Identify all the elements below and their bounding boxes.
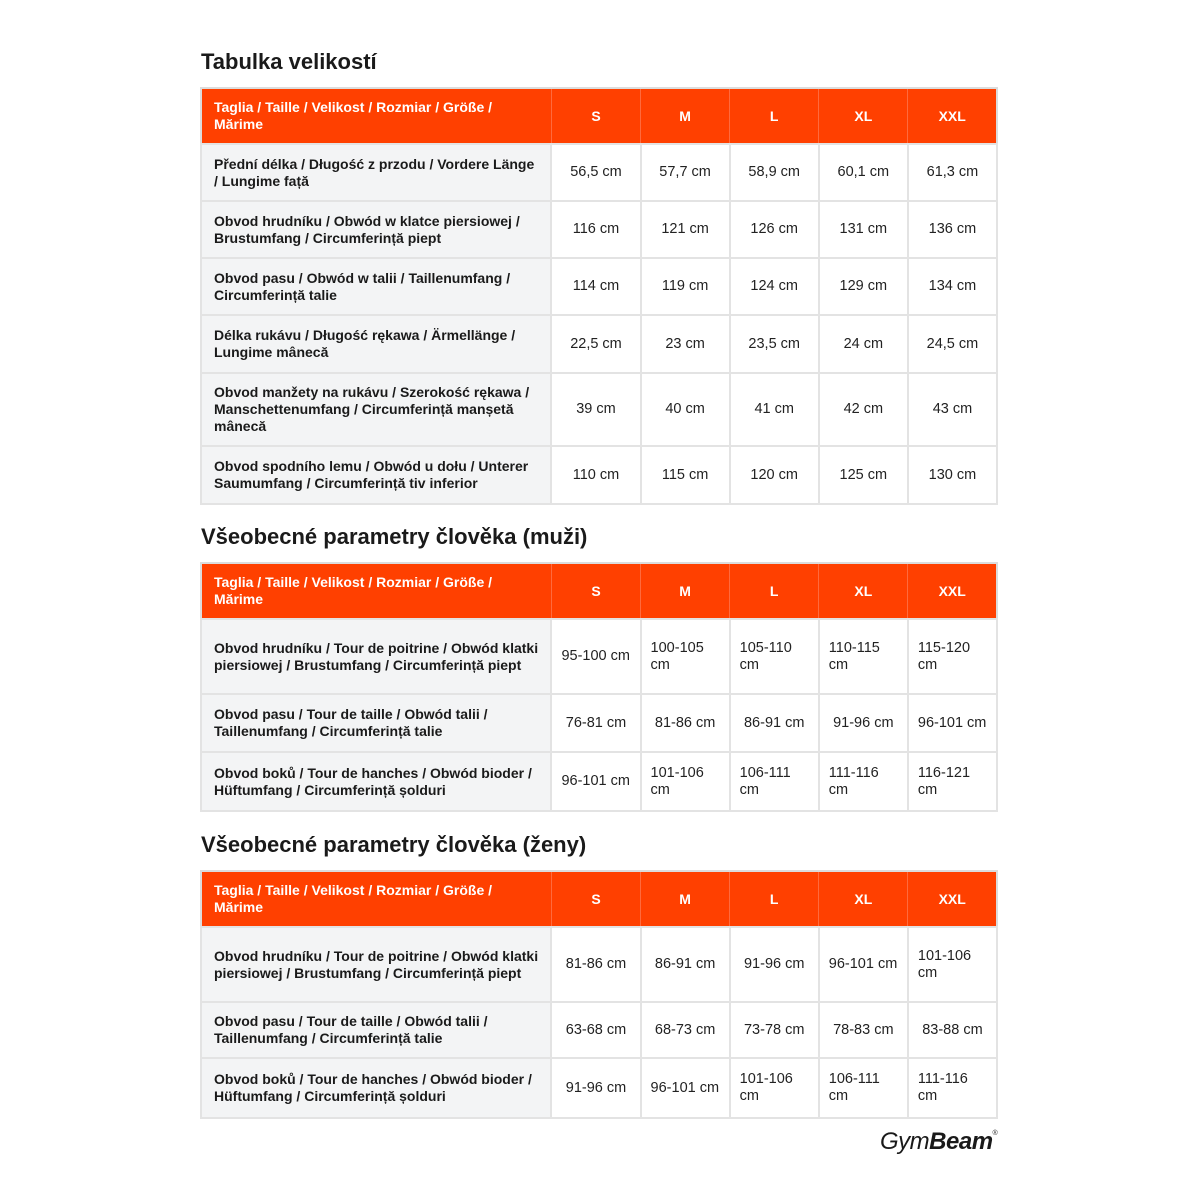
- cell-value: 124 cm: [730, 258, 819, 315]
- table-row: [201, 373, 997, 446]
- cell-value: 136 cm: [908, 201, 997, 258]
- row-label: Obvod pasu / Tour de taille / Obwód talii / Taillenumfang / Circumferință talie: [201, 694, 551, 752]
- cell-value: 100-105 cm: [641, 619, 730, 694]
- header-size-s: S: [551, 563, 640, 619]
- table-row: [201, 258, 997, 315]
- row-label: Obvod hrudníku / Obwód w klatce piersiowej / Brustumfang / Circumferință piept: [201, 201, 551, 258]
- row-label: Obvod manžety na rukávu / Szerokość rękawa / Manschettenumfang / Circumferință manșetă mânecă: [201, 373, 551, 446]
- cell-value: 39 cm: [551, 373, 640, 446]
- section-title-men: Všeobecné parametry člověka (muži): [201, 524, 588, 549]
- cell-value: 119 cm: [641, 258, 730, 315]
- cell-value: 134 cm: [908, 258, 997, 315]
- cell-value: 130 cm: [908, 446, 997, 504]
- cell-value: 129 cm: [819, 258, 908, 315]
- header-size-xxl: XXL: [908, 871, 997, 927]
- cell-value: 114 cm: [551, 258, 640, 315]
- cell-value: 96-101 cm: [819, 927, 908, 1002]
- table-row: [201, 144, 997, 201]
- table-row: [201, 619, 997, 694]
- table-row: [201, 694, 997, 752]
- cell-value: 23,5 cm: [730, 315, 819, 373]
- cell-value: 115-120 cm: [908, 619, 997, 694]
- header-size-xl: XL: [819, 88, 908, 144]
- cell-value: 81-86 cm: [551, 927, 640, 1002]
- cell-value: 58,9 cm: [730, 144, 819, 201]
- cell-value: 131 cm: [819, 201, 908, 258]
- table-header-row: [201, 563, 997, 619]
- cell-value: 91-96 cm: [730, 927, 819, 1002]
- header-size-s: S: [551, 88, 640, 144]
- cell-value: 120 cm: [730, 446, 819, 504]
- cell-value: 91-96 cm: [551, 1058, 640, 1118]
- cell-value: 61,3 cm: [908, 144, 997, 201]
- header-size-l: L: [730, 88, 819, 144]
- header-size-label: Taglia / Taille / Velikost / Rozmiar / Größe / Mărime: [201, 563, 551, 619]
- cell-value: 105-110 cm: [730, 619, 819, 694]
- men-parameters-table: [200, 562, 998, 812]
- logo-text-gym: Gym: [880, 1128, 930, 1155]
- header-size-l: L: [730, 871, 819, 927]
- cell-value: 56,5 cm: [551, 144, 640, 201]
- cell-value: 86-91 cm: [641, 927, 730, 1002]
- table-row: [201, 752, 997, 811]
- cell-value: 83-88 cm: [908, 1002, 997, 1058]
- cell-value: 96-101 cm: [641, 1058, 730, 1118]
- table-header-row: [201, 871, 997, 927]
- cell-value: 63-68 cm: [551, 1002, 640, 1058]
- cell-value: 78-83 cm: [819, 1002, 908, 1058]
- cell-value: 125 cm: [819, 446, 908, 504]
- registered-mark: ®: [992, 1130, 998, 1137]
- cell-value: 121 cm: [641, 201, 730, 258]
- header-size-xl: XL: [819, 563, 908, 619]
- section-title-women: Všeobecné parametry člověka (ženy): [201, 832, 587, 857]
- cell-value: 101-106 cm: [641, 752, 730, 811]
- table-row: [201, 1058, 997, 1118]
- cell-value: 57,7 cm: [641, 144, 730, 201]
- cell-value: 96-101 cm: [551, 752, 640, 811]
- table-header-row: [201, 88, 997, 144]
- cell-value: 81-86 cm: [641, 694, 730, 752]
- header-size-xxl: XXL: [908, 563, 997, 619]
- header-size-label: Taglia / Taille / Velikost / Rozmiar / Größe / Mărime: [201, 871, 551, 927]
- header-size-l: L: [730, 563, 819, 619]
- cell-value: 111-116 cm: [819, 752, 908, 811]
- row-label: Obvod hrudníku / Tour de poitrine / Obwód klatki piersiowej / Brustumfang / Circumferință piept: [201, 927, 551, 1002]
- cell-value: 116-121 cm: [908, 752, 997, 811]
- cell-value: 115 cm: [641, 446, 730, 504]
- cell-value: 23 cm: [641, 315, 730, 373]
- table-row: [201, 315, 997, 373]
- cell-value: 68-73 cm: [641, 1002, 730, 1058]
- women-parameters-table: [200, 870, 998, 1119]
- header-size-m: M: [641, 871, 730, 927]
- cell-value: 126 cm: [730, 201, 819, 258]
- cell-value: 110 cm: [551, 446, 640, 504]
- table-row: [201, 446, 997, 504]
- header-size-xl: XL: [819, 871, 908, 927]
- cell-value: 106-111 cm: [730, 752, 819, 811]
- cell-value: 91-96 cm: [819, 694, 908, 752]
- cell-value: 24,5 cm: [908, 315, 997, 373]
- row-label: Obvod boků / Tour de hanches / Obwód bioder / Hüftumfang / Circumferință șolduri: [201, 752, 551, 811]
- size-chart-table: [200, 87, 998, 505]
- cell-value: 110-115 cm: [819, 619, 908, 694]
- row-label: Obvod spodního lemu / Obwód u dołu / Unterer Saumumfang / Circumferință tiv inferior: [201, 446, 551, 504]
- cell-value: 106-111 cm: [819, 1058, 908, 1118]
- row-label: Obvod pasu / Obwód w talii / Taillenumfang / Circumferință talie: [201, 258, 551, 315]
- row-label: Délka rukávu / Długość rękawa / Ärmellänge / Lungime mânecă: [201, 315, 551, 373]
- section-title-size-chart: Tabulka velikostí: [201, 49, 377, 74]
- cell-value: 43 cm: [908, 373, 997, 446]
- table-row: [201, 201, 997, 258]
- row-label: Přední délka / Długość z przodu / Vordere Länge / Lungime față: [201, 144, 551, 201]
- cell-value: 22,5 cm: [551, 315, 640, 373]
- row-label: Obvod hrudníku / Tour de poitrine / Obwód klatki piersiowej / Brustumfang / Circumferință piept: [201, 619, 551, 694]
- cell-value: 101-106 cm: [730, 1058, 819, 1118]
- cell-value: 41 cm: [730, 373, 819, 446]
- cell-value: 111-116 cm: [908, 1058, 997, 1118]
- header-size-s: S: [551, 871, 640, 927]
- table-row: [201, 1002, 997, 1058]
- header-size-m: M: [641, 563, 730, 619]
- cell-value: 42 cm: [819, 373, 908, 446]
- gymbeam-logo: [880, 1128, 997, 1156]
- cell-value: 95-100 cm: [551, 619, 640, 694]
- row-label: Obvod boků / Tour de hanches / Obwód bioder / Hüftumfang / Circumferință șolduri: [201, 1058, 551, 1118]
- header-size-xxl: XXL: [908, 88, 997, 144]
- cell-value: 73-78 cm: [730, 1002, 819, 1058]
- row-label: Obvod pasu / Tour de taille / Obwód talii / Taillenumfang / Circumferință talie: [201, 1002, 551, 1058]
- cell-value: 96-101 cm: [908, 694, 997, 752]
- cell-value: 40 cm: [641, 373, 730, 446]
- logo-text-beam: Beam: [929, 1128, 993, 1155]
- cell-value: 101-106 cm: [908, 927, 997, 1002]
- table-row: [201, 927, 997, 1002]
- cell-value: 86-91 cm: [730, 694, 819, 752]
- cell-value: 24 cm: [819, 315, 908, 373]
- cell-value: 76-81 cm: [551, 694, 640, 752]
- header-size-label: Taglia / Taille / Velikost / Rozmiar / Größe / Mărime: [201, 88, 551, 144]
- cell-value: 116 cm: [551, 201, 640, 258]
- cell-value: 60,1 cm: [819, 144, 908, 201]
- header-size-m: M: [641, 88, 730, 144]
